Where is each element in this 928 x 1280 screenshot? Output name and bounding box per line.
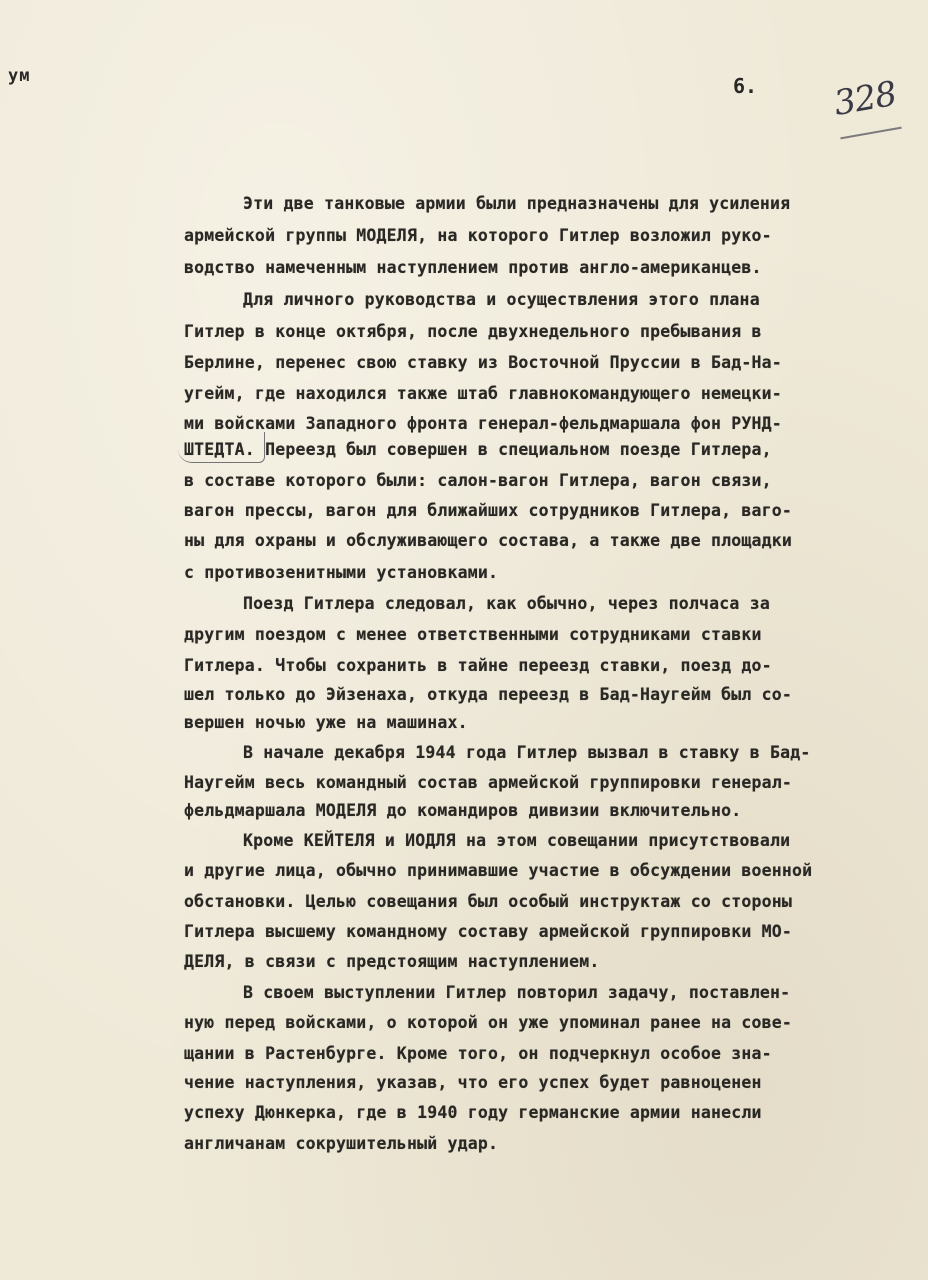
page-number: 6. bbox=[733, 74, 758, 98]
text-line: Кроме КЕЙТЕЛЯ и ИОДЛЯ на этом совещании присутствовали bbox=[243, 831, 791, 850]
text-line: Гитлер в конце октября, после двухнедельного пребывания в bbox=[184, 322, 762, 341]
text-line: вагон прессы, вагон для ближайших сотрудников Гитлера, ваго- bbox=[184, 501, 793, 520]
handwritten-bracket-mark bbox=[178, 432, 265, 463]
text-line: успеху Дюнкерка, где в 1940 году германские армии нанесли bbox=[184, 1103, 762, 1122]
corner-mark: ум bbox=[8, 66, 31, 86]
text-line: с противозенитными установками. bbox=[184, 563, 499, 582]
text-line: В своем выступлении Гитлер повторил задачу, поставлен- bbox=[243, 983, 791, 1002]
text-line: шел только до Эйзенаха, откуда переезд в Бад-Наугейм был со- bbox=[184, 685, 793, 704]
text-line: ны для охраны и обслуживающего состава, а также две площадки bbox=[184, 531, 793, 550]
text-line: обстановки. Целью совещания был особый инструктаж со стороны bbox=[184, 892, 793, 911]
text-line: щании в Растенбурге. Кроме того, он подчеркнул особое зна- bbox=[184, 1044, 772, 1063]
text-line: Берлине, перенес свою ставку из Восточной Пруссии в Бад-На- bbox=[184, 353, 782, 372]
text-line: Эти две танковые армии были предназначены для усиления bbox=[243, 194, 791, 213]
text-line: Гитлера высшему командному составу армейской группировки МО- bbox=[184, 922, 793, 941]
text-line: ми войсками Западного фронта генерал-фельдмаршала фон РУНД- bbox=[184, 414, 782, 433]
text-line: водство намеченным наступлением против англо-американцев. bbox=[184, 258, 762, 277]
text-line: фельдмаршала МОДЕЛЯ до командиров дивизии включительно. bbox=[184, 801, 742, 820]
text-line: Поезд Гитлера следовал, как обычно, через полчаса за bbox=[243, 594, 770, 613]
text-line: чение наступления, указав, что его успех будет равноценен bbox=[184, 1073, 762, 1092]
text-line: ДЕЛЯ, в связи с предстоящим наступлением. bbox=[184, 952, 600, 971]
text-line: армейской группы МОДЕЛЯ, на которого Гитлер возложил руко- bbox=[184, 226, 772, 245]
text-line: Для личного руководства и осуществления этого плана bbox=[243, 290, 760, 309]
text-line: другим поездом с менее ответственными сотрудниками ставки bbox=[184, 625, 762, 644]
text-line: ШТЕДТА. Переезд был совершен в специальном поезде Гитлера, bbox=[184, 440, 772, 459]
archive-number-handwritten: 328 bbox=[831, 73, 899, 124]
text-line: англичанам сокрушительный удар. bbox=[184, 1134, 499, 1153]
text-line: угейм, где находился также штаб главнокомандующего немецки- bbox=[184, 384, 782, 403]
text-line: ную перед войсками, о которой он уже упоминал ранее на сове- bbox=[184, 1013, 793, 1032]
text-line: вершен ночью уже на машинах. bbox=[184, 713, 468, 732]
text-line: Наугейм весь командный состав армейской группировки генерал- bbox=[184, 773, 793, 792]
text-line: в составе которого были: салон-вагон Гитлера, вагон связи, bbox=[184, 471, 772, 490]
text-line: Гитлера. Чтобы сохранить в тайне переезд ставки, поезд до- bbox=[184, 656, 772, 675]
text-line: В начале декабря 1944 года Гитлер вызвал в ставку в Бад- bbox=[243, 743, 811, 762]
text-line: и другие лица, обычно принимавшие участие в обсуждении военной bbox=[184, 861, 813, 880]
